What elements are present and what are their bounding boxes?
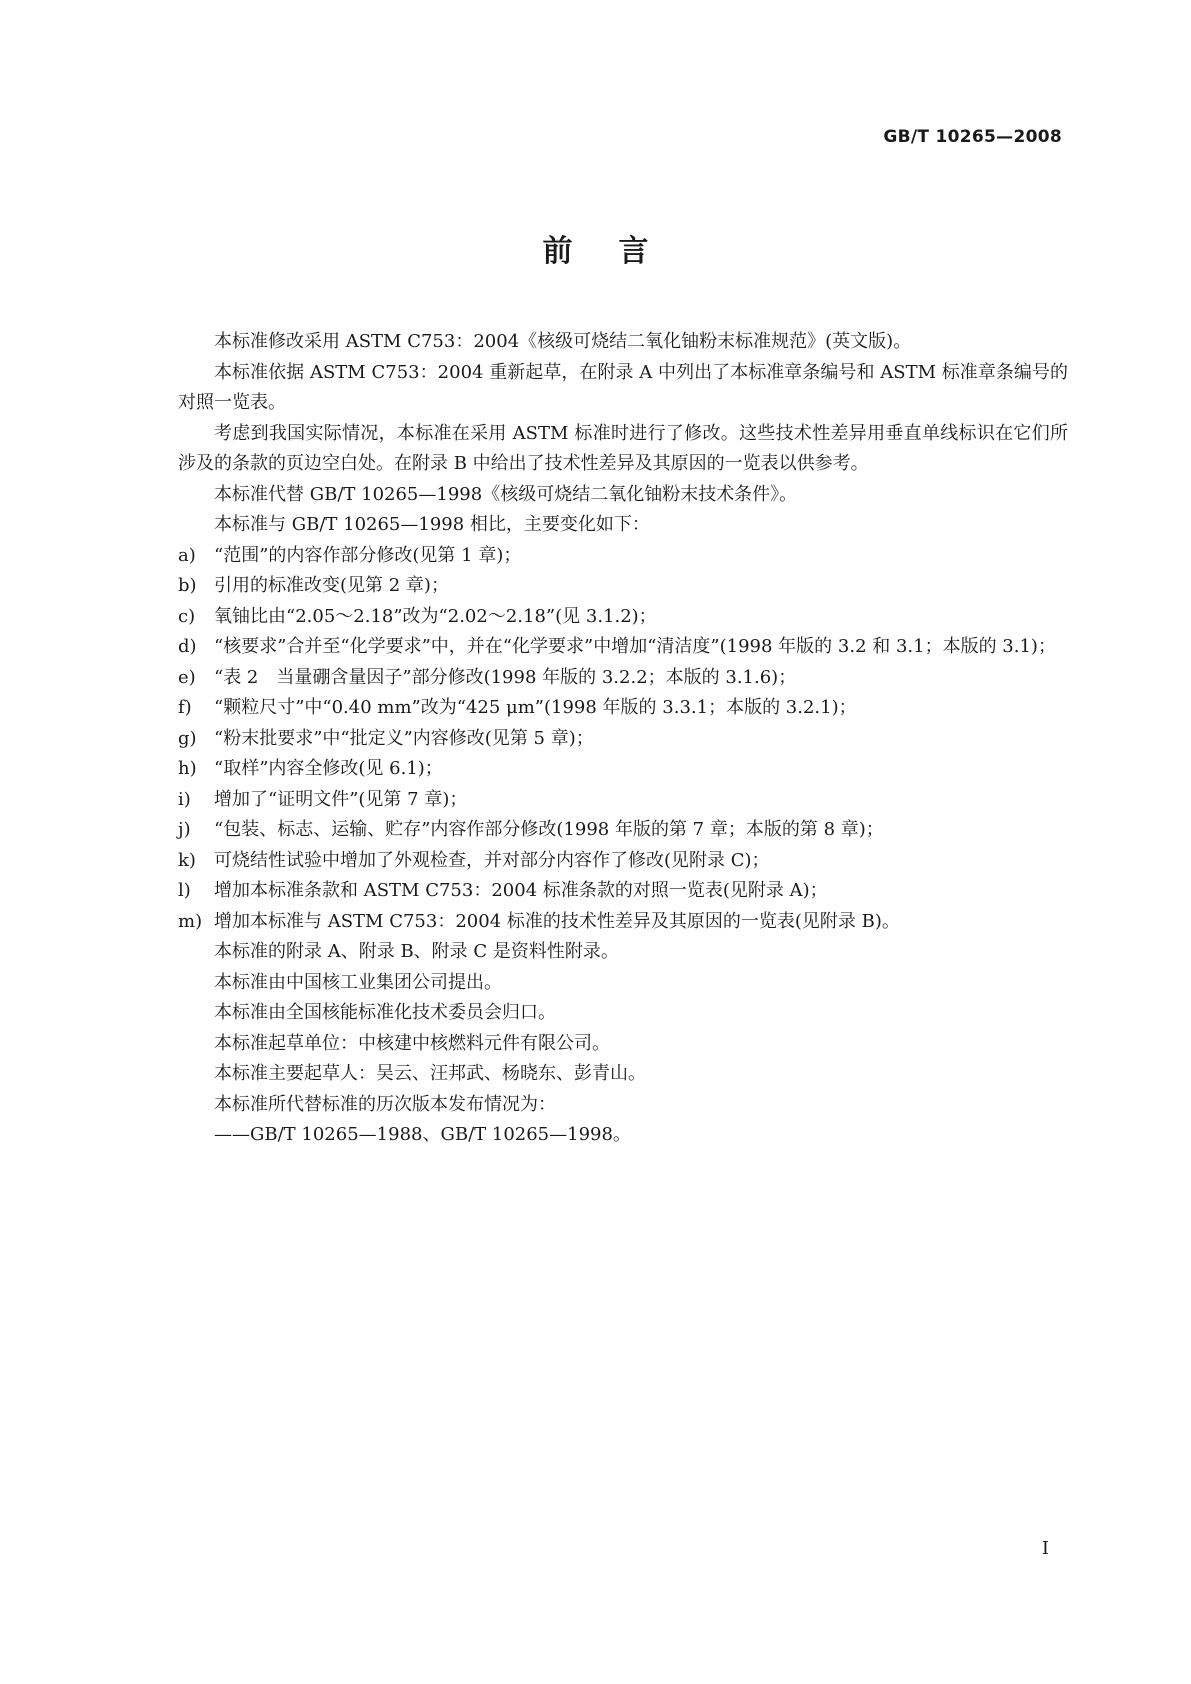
list-text: “核要求”合并至“化学要求”中，并在“化学要求”中增加“清洁度”(1998 年版的 3.2 和 3.1；本版的 3.1)； xyxy=(214,636,1056,657)
change-list-item xyxy=(178,907,1068,938)
list-marker: g) xyxy=(178,727,197,749)
outro-paragraph: 本标准由全国核能标准化技术委员会归口。 xyxy=(214,1002,556,1023)
change-list-item xyxy=(178,846,1068,877)
outro-paragraph: 本标准由中国核工业集团公司提出。 xyxy=(214,971,502,993)
list-marker: m) xyxy=(178,910,203,932)
change-list-item xyxy=(178,632,1068,663)
list-text: 引用的标准改变(见第 2 章)； xyxy=(214,575,449,596)
list-marker: l) xyxy=(178,880,191,901)
list-text: 可烧结性试验中增加了外观检查，并对部分内容作了修改(见附录 C)； xyxy=(214,849,770,871)
change-list-item xyxy=(178,602,1068,633)
list-marker: c) xyxy=(178,605,196,627)
list-text: “表 2 当量硼含量因子”部分修改(1998 年版的 3.2.2；本版的 3.1.6)； xyxy=(214,666,797,688)
list-marker: i) xyxy=(178,788,191,810)
list-marker: h) xyxy=(178,758,197,779)
list-text: “颗粒尺寸”中“0.40 mm”改为“425 μm”(1998 年版的 3.3.1；本版的 3.2.1)； xyxy=(214,697,857,718)
history-line: ——GB/T 10265—1988、GB/T 10265—1998。 xyxy=(214,1124,631,1145)
list-text: 氧铀比由“2.05～2.18”改为“2.02～2.18”(见 3.1.2)； xyxy=(214,605,657,627)
list-text: “范围”的内容作部分修改(见第 1 章)； xyxy=(214,544,522,566)
change-list-item xyxy=(178,815,1068,846)
change-list-item xyxy=(178,541,1068,572)
list-text: “包装、标志、运输、贮存”内容作部分修改(1998 年版的第 7 章；本版的第 8 章)； xyxy=(214,819,884,840)
change-list-item xyxy=(178,693,1068,724)
list-text: 增加了“证明文件”(见第 7 章)； xyxy=(214,788,468,810)
page-title: 前言 xyxy=(542,234,695,269)
outro-paragraph: 本标准主要起草人：吴云、汪邦武、杨晓东、彭青山。 xyxy=(214,1063,646,1084)
page-number: I xyxy=(1041,1538,1049,1559)
list-marker: j) xyxy=(178,819,191,840)
list-marker: f) xyxy=(178,697,192,718)
change-list-item xyxy=(178,785,1068,816)
standard-code: GB/T 10265—2008 xyxy=(883,127,1062,147)
list-text: “取样”内容全修改(见 6.1)； xyxy=(214,758,443,779)
change-list-item xyxy=(178,663,1068,694)
intro-paragraph: 本标准代替 GB/T 10265—1998《核级可烧结二氧化铀粉末技术条件》。 xyxy=(214,483,798,505)
preface-body xyxy=(178,327,1068,1151)
outro-paragraph: 本标准起草单位：中核建中核燃料元件有限公司。 xyxy=(214,1032,610,1054)
list-marker: d) xyxy=(178,636,197,657)
intro-paragraph: 考虑到我国实际情况，本标准在采用 ASTM 标准时进行了修改。这些技术性差异用垂直单线标识在它们所涉及的条款的页边空白处。在附录 B 中给出了技术性差异及其原因的一览表以供参考。 xyxy=(178,422,1068,474)
list-text: 增加本标准条款和 ASTM C753：2004 标准条款的对照一览表(见附录 A)； xyxy=(214,880,828,901)
intro-paragraph: 本标准与 GB/T 10265—1998 相比，主要变化如下： xyxy=(214,514,650,535)
list-marker: k) xyxy=(178,849,196,871)
list-text: 增加本标准与 ASTM C753：2004 标准的技术性差异及其原因的一览表(见附录 B)。 xyxy=(214,910,900,932)
intro-paragraph: 本标准修改采用 ASTM C753：2004《核级可烧结二氧化铀粉末标准规范》(英文版)。 xyxy=(214,331,912,352)
change-list-item xyxy=(178,724,1068,755)
list-marker: e) xyxy=(178,666,196,688)
change-list-item xyxy=(178,876,1068,907)
list-text: “粉末批要求”中“批定义”内容修改(见第 5 章)； xyxy=(214,727,594,749)
outro-paragraph: 本标准所代替标准的历次版本发布情况为： xyxy=(214,1093,556,1115)
outro-paragraph: 本标准的附录 A、附录 B、附录 C 是资料性附录。 xyxy=(214,941,619,962)
change-list-item xyxy=(178,571,1068,602)
change-list-item xyxy=(178,754,1068,785)
intro-paragraph: 本标准依据 ASTM C753：2004 重新起草，在附录 A 中列出了本标准章条编号和 ASTM 标准章条编号的对照一览表。 xyxy=(178,361,1068,413)
list-marker: a) xyxy=(178,544,196,566)
list-marker: b) xyxy=(178,575,197,596)
